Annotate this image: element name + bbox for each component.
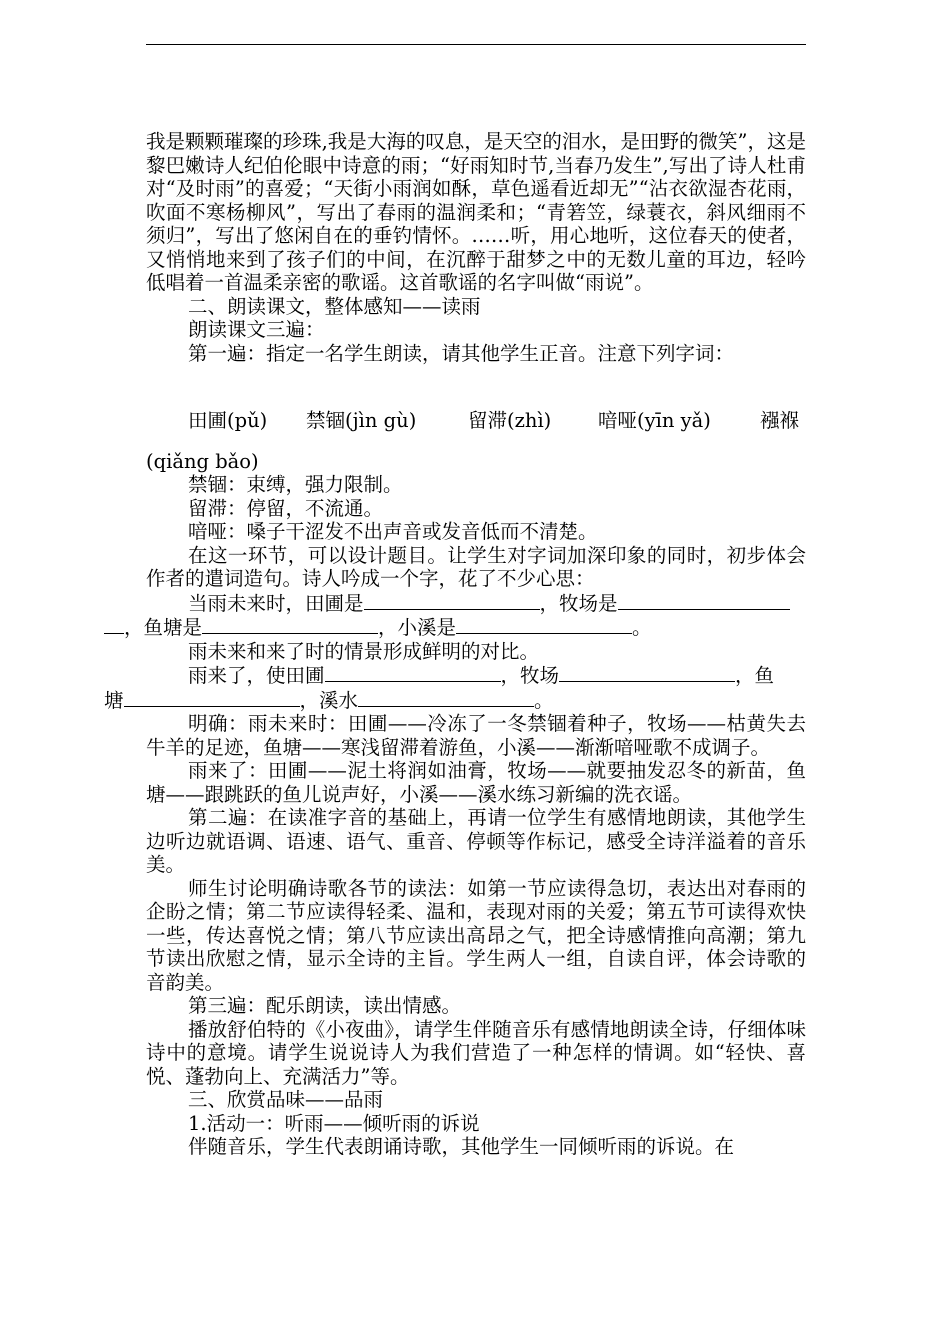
activity-one-heading: 1.活动一：听雨——倾听雨的诉说 — [188, 1111, 480, 1135]
paragraph-first-reading: 第一遍：指定一名学生朗读，请其他学生正音。注意下列字词： — [188, 341, 735, 365]
paragraph-discussion: 师生讨论明确诗歌各节的读法：如第一节应读得急切，表达出对春雨的企盼之情；第二节应读得轻柔、温和，表现对雨的关爱；第五节可读得欢快一些，传达喜悦之情；第八节应读出高昂之气，把全诗感情推向高潮；第九节读出欣慰之情，显示全诗的主旨。学生两人一组，自读自评，体会诗歌的音韵美。 — [146, 876, 806, 994]
vocab-tianpu: 田圃(pǔ) — [188, 409, 268, 432]
definition-yinya: 喑哑：嗓子干涩发不出声音或发音低而不清楚。 — [188, 520, 598, 543]
paragraph-design-question: 在这一环节，可以设计题目。让学生对字词加深印象的同时，初步体会作者的遣词造句。诗人吟成一个字，花了不少心思： — [146, 543, 806, 590]
vocab-qiangbao: 襁褓 — [760, 409, 800, 432]
answer-before-rain: 明确：雨未来时：田圃——冷冻了一冬禁锢着种子，牧场——枯黄失去牛羊的足迹，鱼塘——寒浅留滞着游鱼，小溪——渐渐喑哑歌不成调子。 — [146, 712, 806, 759]
definition-liuzhi: 留滞：停留，不流通。 — [188, 496, 384, 520]
blank-field[interactable] — [104, 615, 124, 634]
blank-field[interactable] — [325, 663, 501, 682]
paragraph-serenade: 播放舒伯特的《小夜曲》，请学生伴随音乐有感情地朗读全诗，仔细体味诗中的意境。请学生说说诗人为我们营造了一种怎样的情调。如“轻快、喜悦、蓬勃向上、充满活力”等。 — [146, 1017, 806, 1088]
paragraph-read-three-times: 朗读课文三遍： — [188, 318, 325, 341]
blank-field[interactable] — [618, 591, 790, 610]
intro-paragraph: 我是颗颗璀璨的珍珠,我是大海的叹息，是天空的泪水，是田野的微笑”，这是黎巴嫩诗人纪伯伦眼中诗意的雨；“好雨知时节,当春乃发生”,写出了诗人杜甫对“及时雨”的喜爱；“天街小雨润如酥，草色遥看近却无”“沾衣欲湿杏花雨，吹面不寒杨柳风”，写出了春雨的温润柔和；“青箬笠，绿蓑衣，斜风细雨不须归”，写出了悠闲自在的垂钓情怀。……听，用心地听，这位春天的使者，又悄悄地来到了孩子们的中间，在沉醉于甜梦之中的无数儿童的耳边，轻吟低唱着一首温柔亲密的歌谣。这首歌谣的名字叫做“雨说”。 — [146, 130, 806, 294]
blank-field[interactable] — [358, 688, 534, 707]
blank-field[interactable] — [559, 663, 735, 682]
document-body-top — [146, 130, 806, 365]
vocab-liuzhi: 留滞(zhì) — [468, 409, 552, 432]
definition-jingu: 禁锢：束缚，强力限制。 — [188, 473, 403, 496]
header-rule — [146, 44, 806, 45]
vocab-jingu: 禁锢(jìn gù) — [306, 409, 417, 432]
document-body-main — [104, 473, 806, 1159]
paragraph-second-reading: 第二遍：在读准字音的基础上，再请一位学生有感情地朗读，其他学生边听边就语调、语速、语气、重音、停顿等作标记，感受全诗洋溢着的音乐美。 — [146, 806, 806, 876]
fill-blank-question-1: 当雨未来时，田圃是 ，牧场是 ，鱼塘是 ，小溪是 。 — [146, 591, 806, 640]
paragraph-third-reading: 第三遍：配乐朗读，读出情感。 — [188, 994, 462, 1017]
vocab-qiangbao-pinyin: (qiǎng bǎo) — [146, 450, 259, 473]
paragraph-activity-one: 伴随音乐，学生代表朗诵诗歌，其他学生一同倾听雨的诉说。在 — [188, 1135, 735, 1158]
fill-blank-question-2: 雨来了，使田圃 ，牧场 ，鱼 塘 ，溪水 。 — [104, 664, 775, 712]
answer-after-rain: 雨来了：田圃——泥土将润如油膏，牧场——就要抽发忍冬的新苗，鱼塘——跟跳跃的鱼儿说声好，小溪——溪水练习新编的洗衣谣。 — [146, 759, 806, 806]
vocab-yinya: 喑哑(yīn yǎ) — [598, 409, 711, 432]
paragraph-contrast: 雨未来和来了时的情景形成鲜明的对比。 — [188, 639, 540, 663]
section-heading-3: 三、欣赏品味——品雨 — [188, 1088, 384, 1111]
blank-field[interactable] — [456, 615, 632, 634]
section-heading-2: 二、朗读课文，整体感知——读雨 — [188, 294, 481, 318]
blank-field[interactable] — [364, 591, 540, 610]
blank-field[interactable] — [202, 615, 378, 634]
blank-field[interactable] — [124, 688, 300, 707]
